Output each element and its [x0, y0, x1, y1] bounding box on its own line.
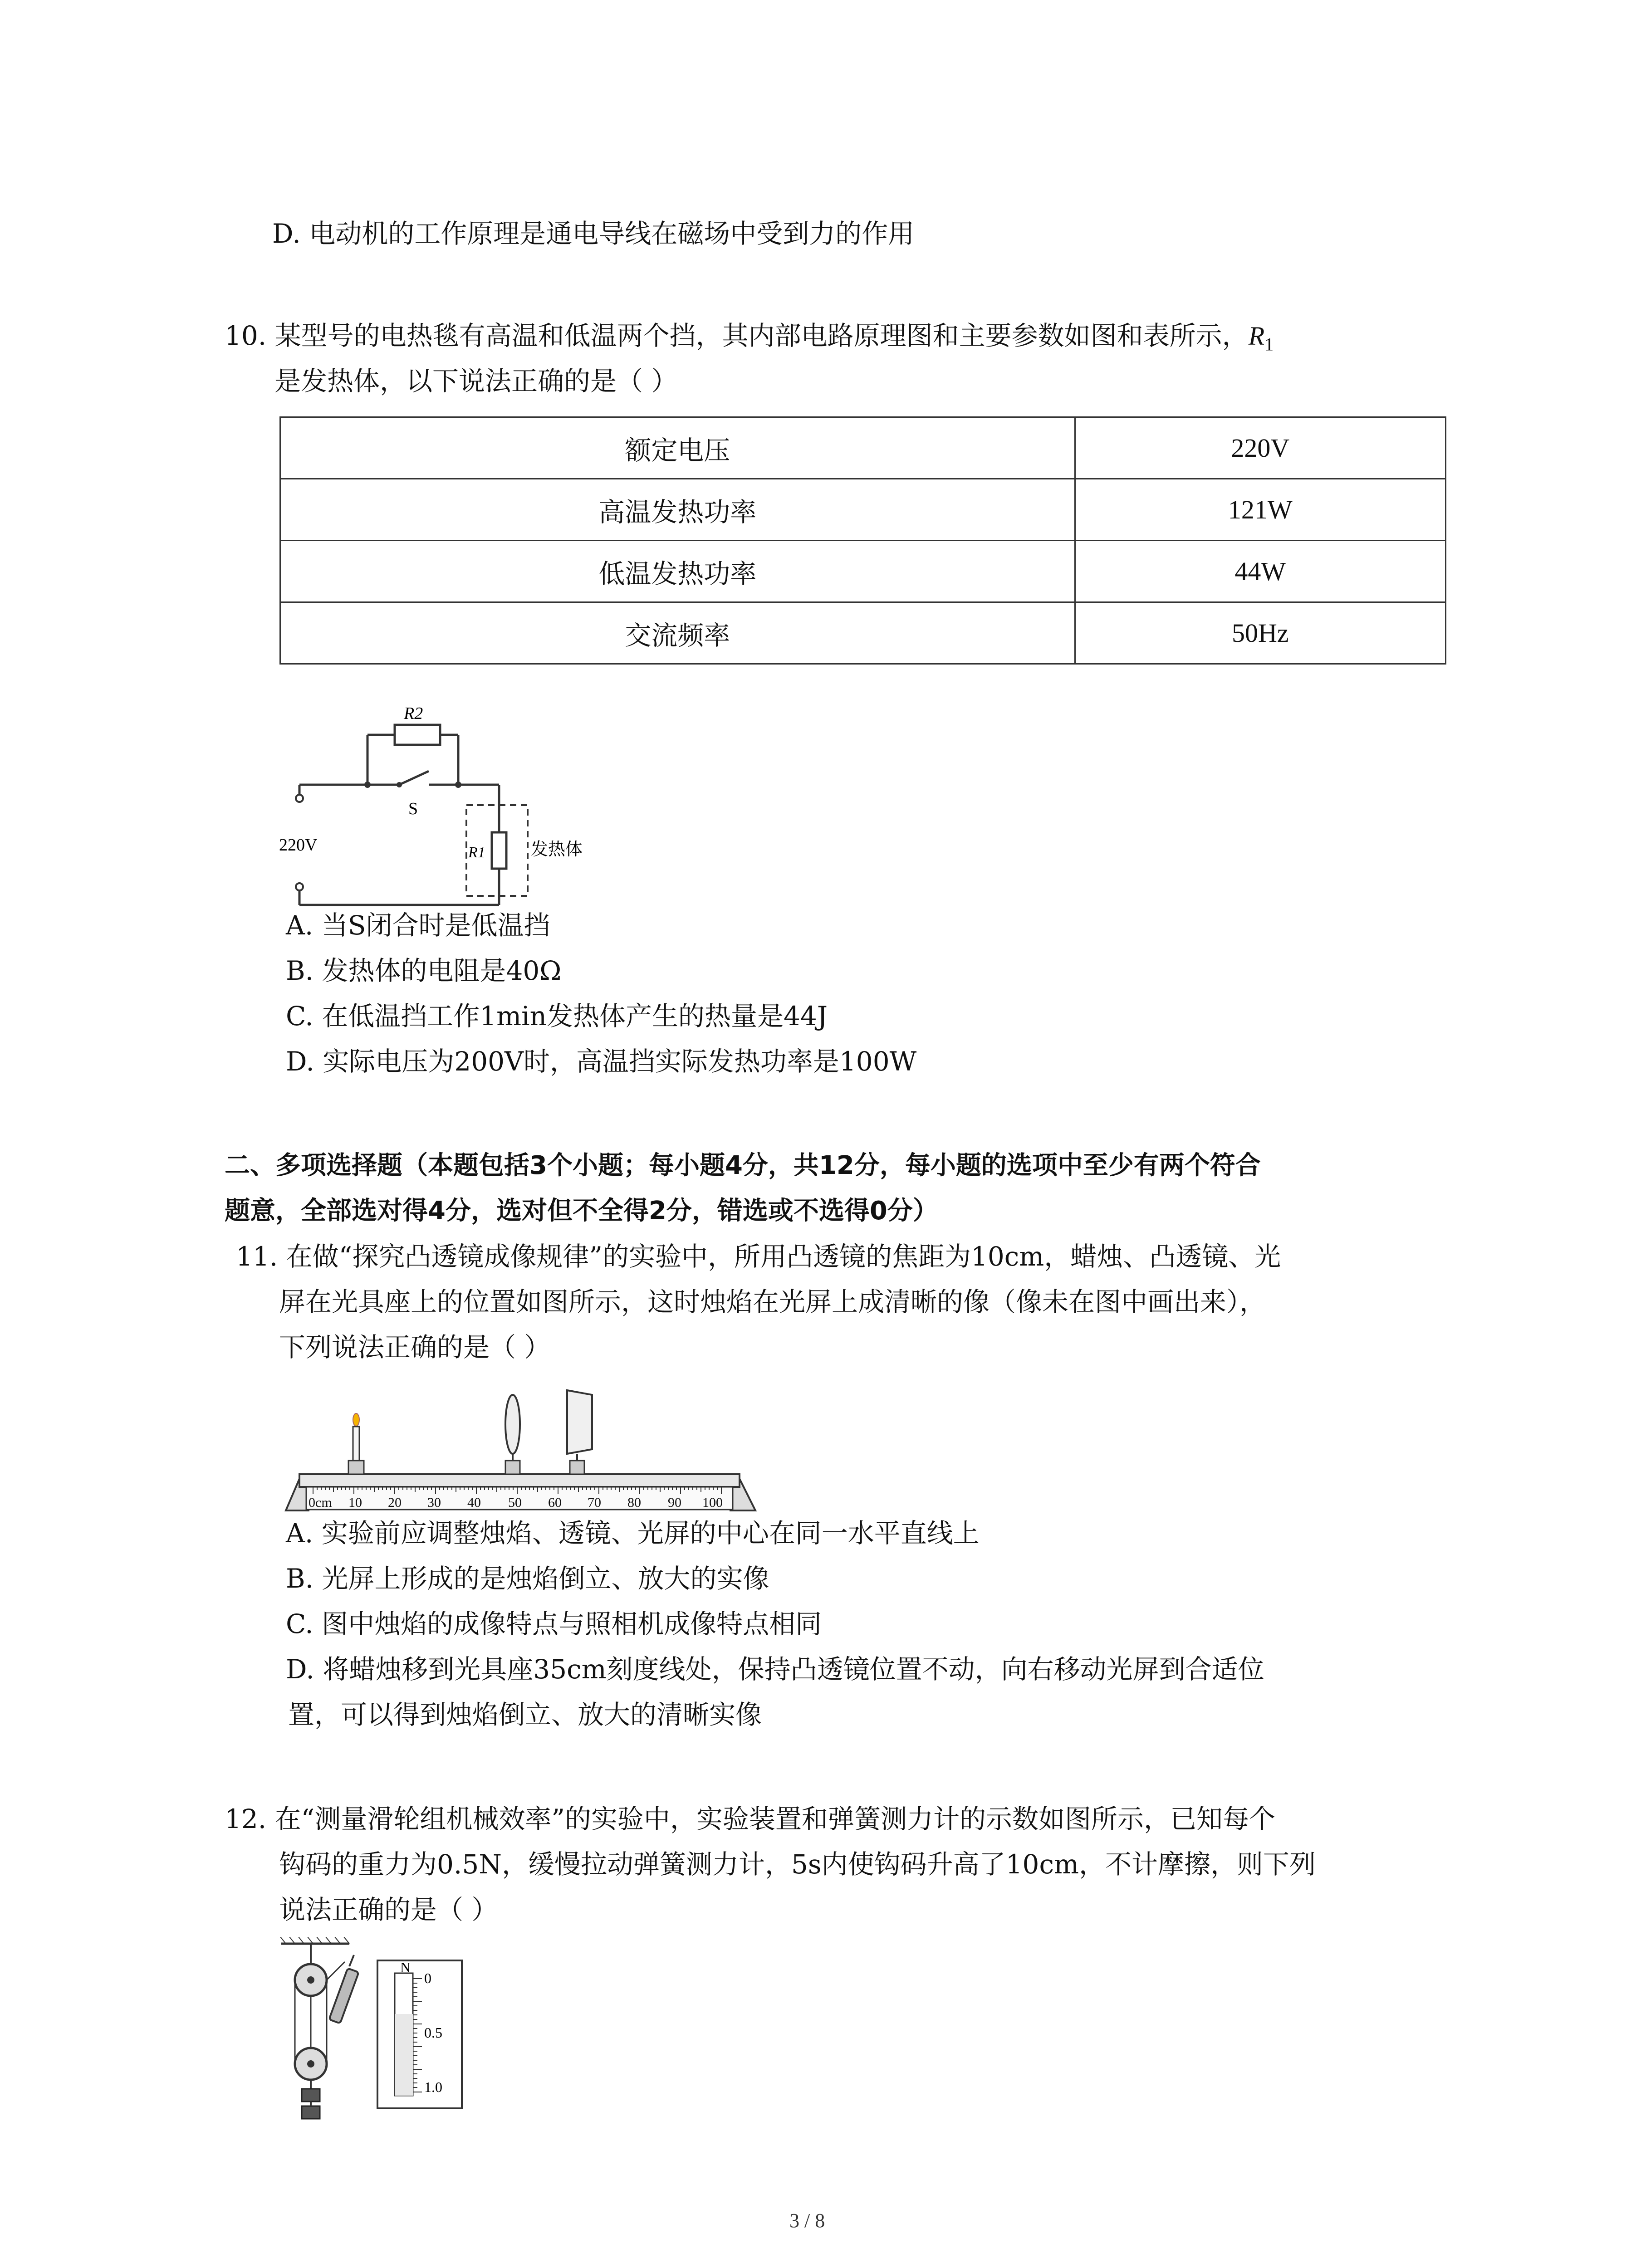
fixed-pulley-icon	[295, 1964, 327, 1996]
table-cell-label: 交流频率	[280, 602, 1075, 664]
table-cell-label: 额定电压	[280, 417, 1075, 479]
bench-label: 90	[668, 1495, 681, 1510]
bench-label: 10	[348, 1495, 362, 1510]
page-number: 3 / 8	[789, 2209, 825, 2232]
bench-label: 30	[427, 1495, 441, 1510]
q10-option-a: A. 当S闭合时是低温挡	[286, 910, 550, 941]
hook-weight-icon	[302, 2089, 320, 2119]
q12-stem-line1: 12. 在“测量滑轮组机械效率”的实验中，实验装置和弹簧测力计的示数如图所示，已知每个	[225, 1804, 1275, 1834]
scale-label: 0.5	[424, 2024, 442, 2041]
q12-stem-line2: 钩码的重力为0.5N，缓慢拉动弹簧测力计，5s内使钩码升高了10cm，不计摩擦，则下列	[279, 1849, 1316, 1880]
q10-spec-table	[279, 416, 1446, 665]
bench-rail	[299, 1474, 740, 1487]
bench-label: 40	[467, 1495, 481, 1510]
table-row	[280, 417, 1446, 479]
q11-option-b: B. 光屏上形成的是烛焰倒立、放大的实像	[286, 1563, 769, 1594]
movable-pulley-icon	[295, 2048, 327, 2080]
lens-icon	[505, 1395, 520, 1474]
scale-label: 0	[424, 1970, 431, 1986]
section2-heading-line2: 题意，全部选对得4分，选对但不全得2分，错选或不选得0分）	[225, 1196, 938, 1226]
q10-stem-sub: 1	[1264, 334, 1274, 355]
bench-label: 60	[548, 1495, 562, 1510]
q10-stem-text: 10. 某型号的电热毯有高温和低温两个挡，其内部电路原理图和主要参数如图和表所示，	[225, 320, 1249, 351]
q9-option-d: D. 电动机的工作原理是通电导线在磁场中受到力的作用	[272, 218, 915, 249]
table-cell-value: 121W	[1075, 479, 1445, 541]
bench-label: 70	[588, 1495, 601, 1510]
q12-stem-line3: 说法正确的是（ ）	[279, 1894, 498, 1925]
scale-unit: N	[400, 1960, 411, 1975]
q10-stem-var: R	[1248, 321, 1265, 351]
q10-stem-line1	[225, 318, 1274, 363]
section2-heading-line1: 二、多项选择题（本题包括3个小题；每小题4分，共12分，每小题的选项中至少有两个符合	[225, 1151, 1261, 1180]
bench-label: 100	[702, 1495, 723, 1510]
circuit-label-r2: R2	[404, 704, 423, 723]
table-row	[280, 479, 1446, 541]
bench-label: 0cm	[309, 1495, 332, 1510]
table-cell-value: 44W	[1075, 541, 1445, 602]
q11-option-a: A. 实验前应调整烛焰、透镜、光屏的中心在同一水平直线上	[286, 1518, 980, 1549]
scale-label: 1.0	[424, 2079, 442, 2095]
q11-option-d-line1: D. 将蜡烛移到光具座35cm刻度线处，保持凸透镜位置不动，向右移动光屏到合适位	[286, 1654, 1264, 1685]
q10-option-c: C. 在低温挡工作1min发热体产生的热量是44J	[286, 1001, 828, 1031]
candle-icon	[348, 1413, 364, 1474]
circuit-label-voltage: 220V	[279, 836, 318, 855]
q12-spring-scale-reading	[377, 1960, 463, 2109]
q11-option-c: C. 图中烛焰的成像特点与照相机成像特点相同	[286, 1608, 822, 1639]
q11-stem-line2: 屏在光具座上的位置如图所示，这时烛焰在光屏上成清晰的像（像未在图中画出来），	[279, 1286, 1266, 1317]
spring-scale-icon	[329, 1955, 358, 2024]
circuit-label-switch: S	[408, 799, 418, 818]
q11-option-d-line2: 置，可以得到烛焰倒立、放大的清晰实像	[288, 1699, 762, 1730]
q10-circuit-diagram	[272, 694, 617, 912]
table-cell-label: 低温发热功率	[280, 541, 1075, 602]
q11-stem-line1: 11. 在做“探究凸透镜成像规律”的实验中，所用凸透镜的焦距为10cm，蜡烛、凸透镜、光	[236, 1241, 1281, 1272]
table-cell-value: 50Hz	[1075, 602, 1445, 664]
table-row	[280, 541, 1446, 602]
q11-stem-line3: 下列说法正确的是（ ）	[279, 1332, 551, 1363]
table-cell-label: 高温发热功率	[280, 479, 1075, 541]
q10-stem-line2: 是发热体，以下说法正确的是（ ）	[274, 366, 678, 396]
table-row	[280, 602, 1446, 664]
q11-optical-bench	[281, 1388, 762, 1515]
light-screen-icon	[567, 1390, 592, 1474]
circuit-label-r1: R1	[468, 844, 485, 861]
bench-label: 80	[627, 1495, 641, 1510]
q10-option-d: D. 实际电压为200V时，高温挡实际发热功率是100W	[286, 1046, 917, 1077]
q10-option-b: B. 发热体的电阻是40Ω	[286, 955, 562, 986]
bench-label: 20	[388, 1495, 402, 1510]
bench-label: 50	[508, 1495, 522, 1510]
circuit-label-heater: 发热体	[531, 839, 583, 859]
table-cell-value: 220V	[1075, 417, 1445, 479]
